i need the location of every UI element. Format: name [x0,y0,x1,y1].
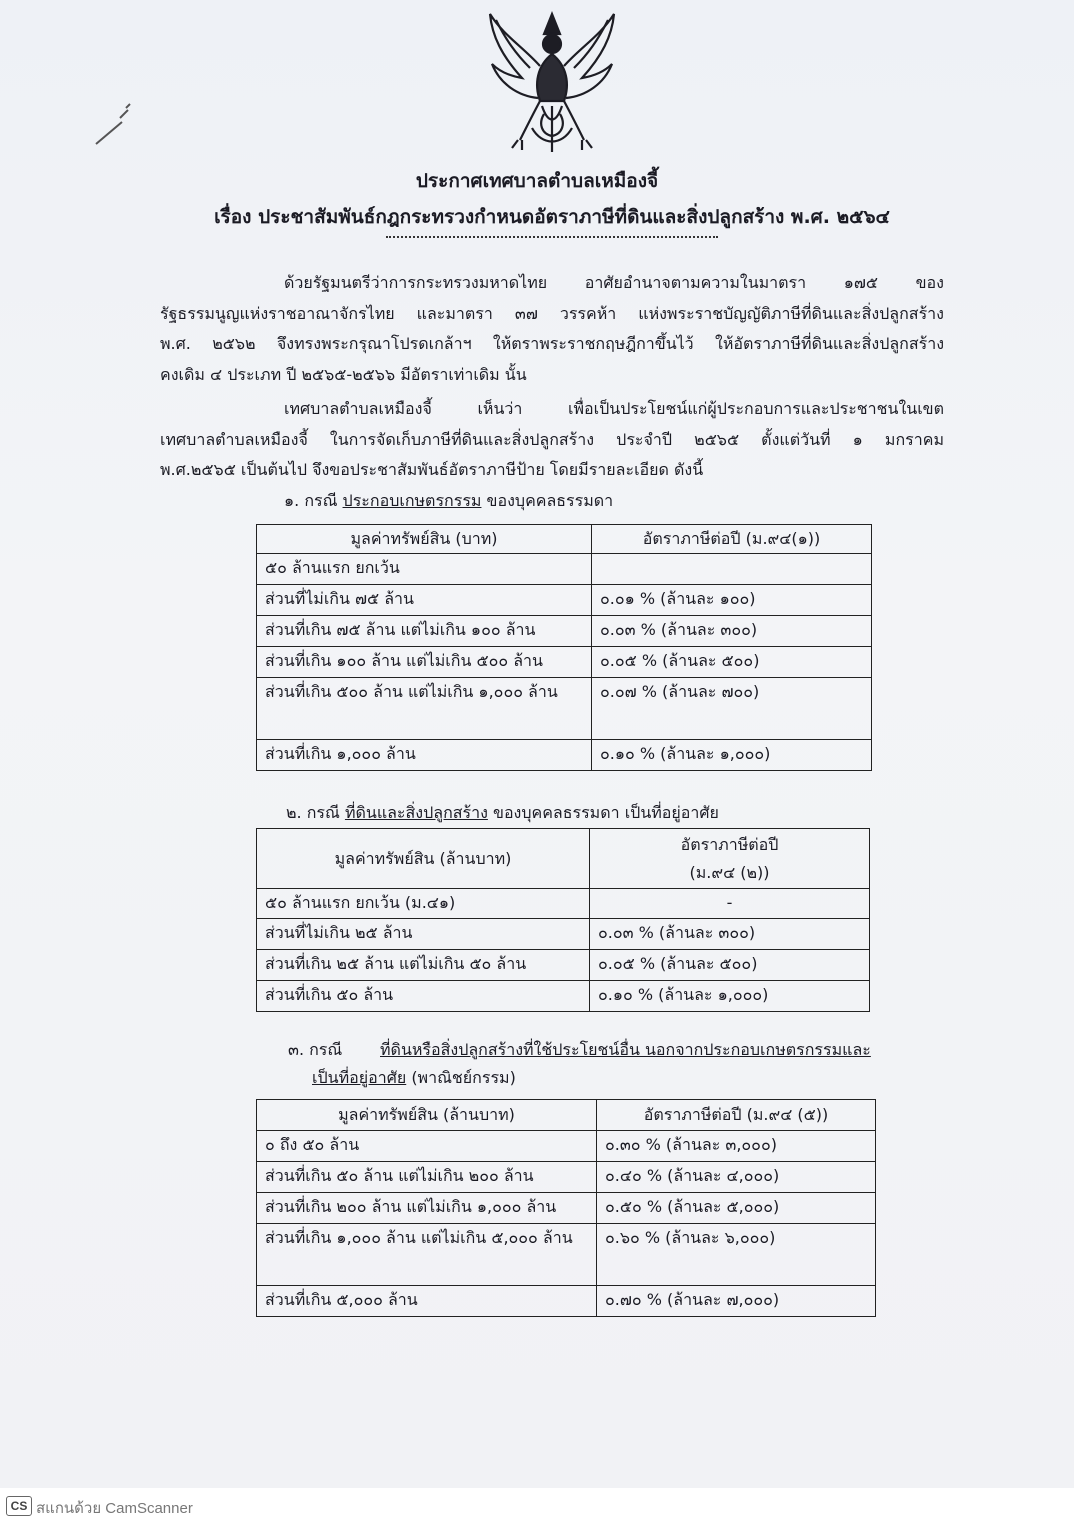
cell-rate: ๐.๔๐ % (ล้านละ ๔,๐๐๐) [597,1162,876,1193]
case2-suffix: ของบุคคลธรรมดา เป็นที่อยู่อาศัย [493,803,719,822]
cell-rate: ๐.๓๐ % (ล้านละ ๓,๐๐๐) [597,1131,876,1162]
cell-rate [592,554,872,585]
cell-rate: - [590,889,870,919]
cell-value: ส่วนที่เกิน ๒๐๐ ล้าน แต่ไม่เกิน ๑,๐๐๐ ล้าน [257,1193,597,1224]
column-header-value: มูลค่าทรัพย์สิน (บาท) [257,525,592,554]
intro-line: พ.ศ. ๒๕๖๒ จึงทรงพระกรุณาโปรดเกล้าฯ ให้ตราพระราชกฤษฎีกาขึ้นไว้ ให้อัตราภาษีที่ดินและสิ่งปลูกสร้าง [160,334,944,354]
table-header-row [257,1100,876,1131]
table-row [257,1193,876,1224]
cell-value: ส่วนที่เกิน ๗๕ ล้าน แต่ไม่เกิน ๑๐๐ ล้าน [257,616,592,647]
cell-value: ๕๐ ล้านแรก ยกเว้น (ม.๔๑) [257,889,590,919]
table-row [257,950,870,981]
table-row [257,1224,876,1286]
cell-rate: ๐.๗๐ % (ล้านละ ๗,๐๐๐) [597,1286,876,1317]
notice-line: เทศบาลตำบลเหมืองจี้ เห็นว่า เพื่อเป็นประโยชน์แก่ผู้ประกอบการและประชาชนในเขต [284,399,944,418]
cell-value: ส่วนที่เกิน ๑,๐๐๐ ล้าน [257,740,592,771]
column-header-rate-line1: อัตราภาษีต่อปี [680,834,779,854]
column-header-value: มูลค่าทรัพย์สิน (ล้านบาท) [257,1100,597,1131]
table-row [257,554,872,585]
cell-value: ส่วนที่เกิน ๒๕ ล้าน แต่ไม่เกิน ๕๐ ล้าน [257,950,590,981]
case1-table [256,524,872,771]
cell-rate: ๐.๕๐ % (ล้านละ ๕,๐๐๐) [597,1193,876,1224]
case3-heading-line2 [312,1066,516,1091]
table-row [257,1162,876,1193]
camscanner-logo: CS [6,1496,32,1516]
table-row [257,647,872,678]
cell-value: ๐ ถึง ๕๐ ล้าน [257,1131,597,1162]
table-row [257,585,872,616]
dotted-divider [386,236,718,238]
cell-rate: ๐.๑๐ % (ล้านละ ๑,๐๐๐) [592,740,872,771]
column-header-rate: อัตราภาษีต่อปี (ม.๙๔ (๕)) [597,1100,876,1131]
case1-underlined: ประกอบเกษตรกรรม [342,491,482,510]
cell-value: ส่วนที่เกิน ๕๐ ล้าน แต่ไม่เกิน ๒๐๐ ล้าน [257,1162,597,1193]
cell-rate: ๐.๑๐ % (ล้านละ ๑,๐๐๐) [590,981,870,1012]
cell-value: ส่วนที่ไม่เกิน ๗๕ ล้าน [257,585,592,616]
table-row [257,740,872,771]
cell-value: ส่วนที่เกิน ๑,๐๐๐ ล้าน แต่ไม่เกิน ๕,๐๐๐ ล้าน [257,1224,597,1286]
case3-suffix: (พาณิชย์กรรม) [411,1068,516,1087]
table-header-row [257,525,872,554]
table-row [257,1286,876,1317]
column-header-value: มูลค่าทรัพย์สิน (ล้านบาท) [257,829,590,889]
notice-line: พ.ศ.๒๕๖๕ เป็นต้นไป จึงขอประชาสัมพันธ์อัตราภาษีป้าย โดยมีรายละเอียด ดังนี้ [160,460,704,480]
notice-paragraph [160,394,944,486]
cell-value: ส่วนที่เกิน ๕๐ ล้าน [257,981,590,1012]
case2-underlined: ที่ดินและสิ่งปลูกสร้าง [344,803,488,822]
cell-value: ส่วนที่เกิน ๑๐๐ ล้าน แต่ไม่เกิน ๕๐๐ ล้าน [257,647,592,678]
announcement-title: ประกาศเทศบาลตำบลเหมืองจี้ [415,170,659,192]
intro-line: ด้วยรัฐมนตรีว่าการกระทรวงมหาดไทย อาศัยอำนาจตามความในมาตรา ๑๗๕ ของ [284,273,944,292]
cell-value: ๕๐ ล้านแรก ยกเว้น [257,554,592,585]
table-row [257,616,872,647]
table-row [257,1131,876,1162]
case3-table [256,1099,876,1317]
case1-suffix: ของบุคคลธรรมดา [486,491,614,510]
cell-rate: ๐.๐๑ % (ล้านละ ๑๐๐) [592,585,872,616]
case2-table [256,828,870,1012]
cell-rate: ๐.๐๕ % (ล้านละ ๕๐๐) [592,647,872,678]
case1-heading [284,489,613,514]
intro-paragraph [160,268,944,390]
cell-value: ส่วนที่เกิน ๕๐๐ ล้าน แต่ไม่เกิน ๑,๐๐๐ ล้าน [257,678,592,740]
cell-rate: ๐.๖๐ % (ล้านละ ๖,๐๐๐) [597,1224,876,1286]
cell-value: ส่วนที่เกิน ๕,๐๐๐ ล้าน [257,1286,597,1317]
table-header-row [257,829,870,889]
announcement-subject: เรื่อง ประชาสัมพันธ์กฎกระทรวงกำหนดอัตราภาษีที่ดินและสิ่งปลูกสร้าง พ.ศ. ๒๕๖๔ [214,206,890,228]
intro-line: รัฐธรรมนูญแห่งราชอาณาจักรไทย และมาตรา ๓๗ วรรคห้า แห่งพระราชบัญญัติภาษีที่ดินและสิ่งปลูกสร้าง [160,303,944,323]
garuda-emblem [482,6,622,154]
cell-rate: ๐.๐๕ % (ล้านละ ๕๐๐) [590,950,870,981]
notice-line: เทศบาลตำบลเหมืองจี้ ในการจัดเก็บภาษีที่ดินและสิ่งปลูกสร้าง ประจำปี ๒๕๖๕ ตั้งแต่วันที่ ๑ มกราคม [160,429,944,449]
cell-rate: ๐.๐๓ % (ล้านละ ๓๐๐) [592,616,872,647]
column-header-rate-line2: (ม.๙๔ (๒)) [689,862,770,882]
case3-underlined-line1: ที่ดินหรือสิ่งปลูกสร้างที่ใช้ประโยชน์อื่น นอกจากประกอบเกษตรกรรมและ [380,1040,871,1059]
column-header-rate [590,829,870,889]
case2-prefix: ๒. กรณี [286,803,340,822]
case3-heading-prefix: ๓. กรณี [288,1040,343,1059]
column-header-rate: อัตราภาษีต่อปี (ม.๙๔(๑)) [592,525,872,554]
camscanner-watermark: สแกนด้วย CamScanner [36,1500,193,1517]
case2-heading [286,801,719,826]
cell-value: ส่วนที่ไม่เกิน ๒๕ ล้าน [257,919,590,950]
case3-underlined-line2: เป็นที่อยู่อาศัย [312,1068,407,1087]
table-row [257,981,870,1012]
table-row [257,678,872,740]
cell-rate: ๐.๐๓ % (ล้านละ ๓๐๐) [590,919,870,950]
cell-rate: ๐.๐๗ % (ล้านละ ๗๐๐) [592,678,872,740]
case1-prefix: ๑. กรณี [284,491,338,510]
pen-mark [92,100,142,150]
table-row [257,919,870,950]
intro-line: คงเดิม ๔ ประเภท ปี ๒๕๖๕-๒๕๖๖ มีอัตราเท่าเดิม นั้น [160,364,527,384]
table-row [257,889,870,919]
